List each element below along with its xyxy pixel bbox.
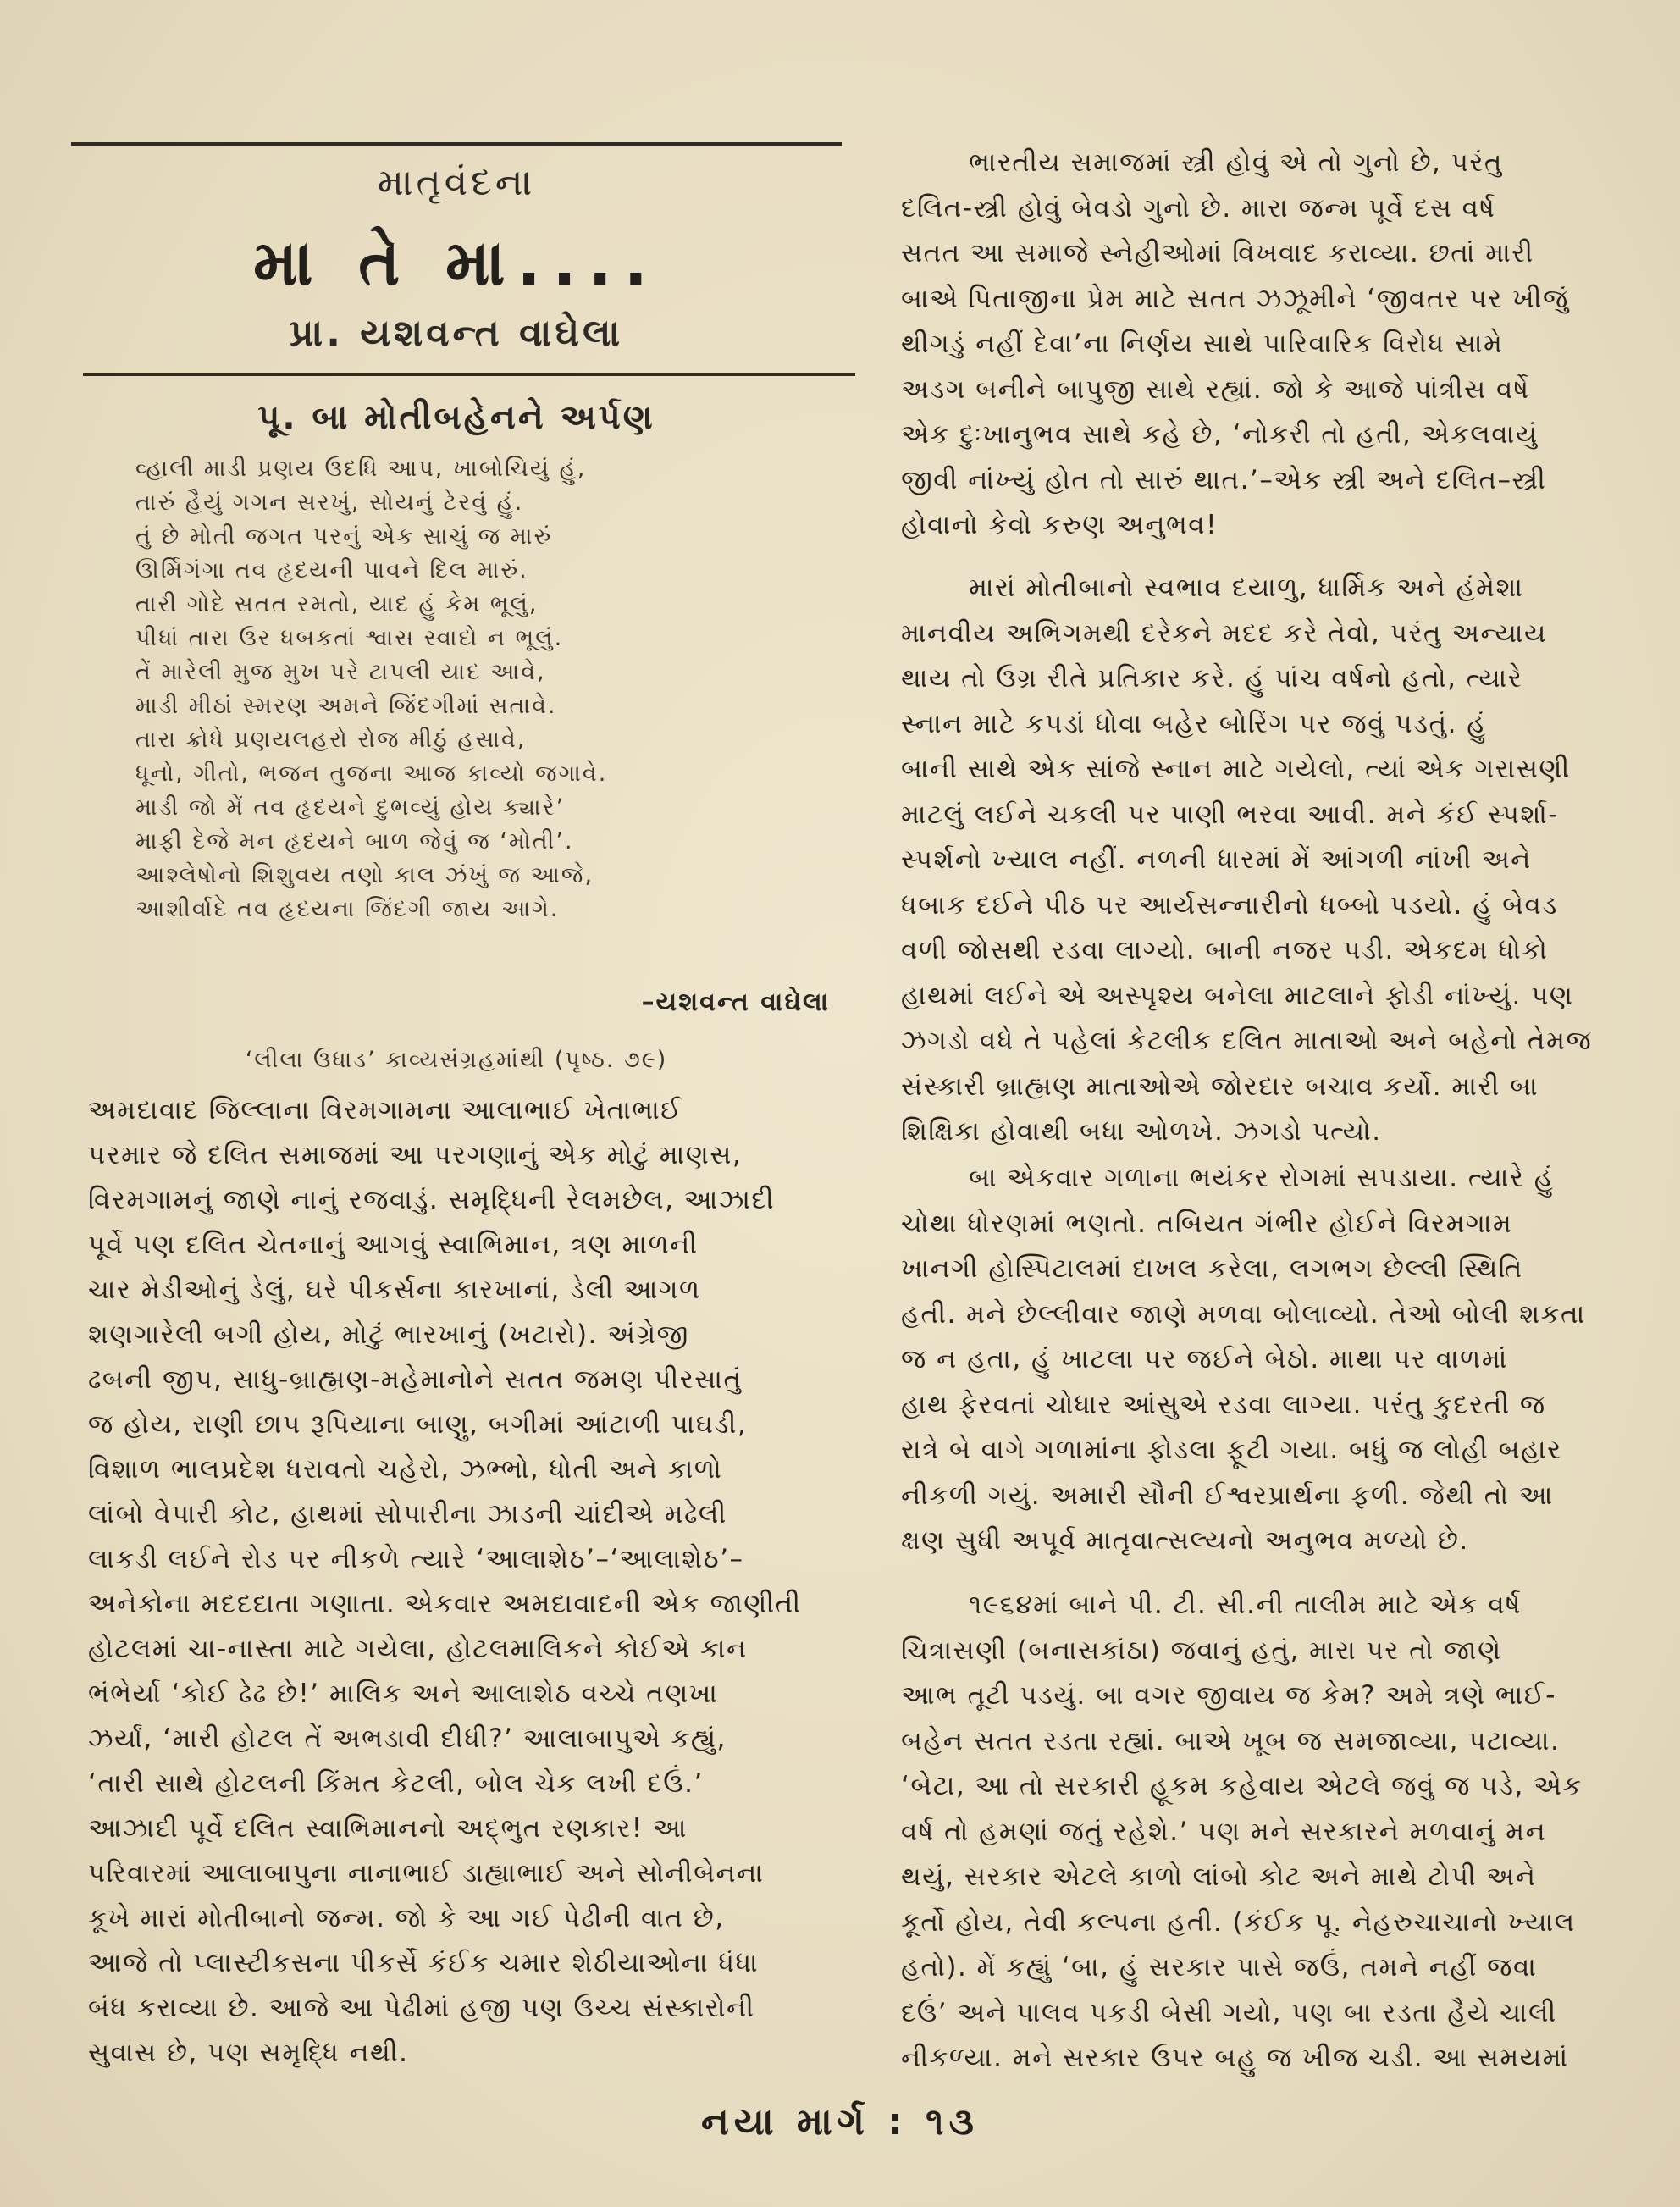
text-line: વિશાળ ભાલપ્રદેશ ધરાવતો ચહેરો, ઝભ્ભો, ધોતી અને કાળો (88, 1454, 723, 1485)
text-line: વળી જોસથી રડવા લાગ્યો. બાની નજર પડી. એકદમ ધોકો (901, 935, 1549, 965)
text-line: જીવી નાંખ્યું હોત તો સારું થાત.’–એક સ્ત્રી અને દલિત–સ્ત્રી (901, 464, 1547, 495)
text-line: બાની સાથે એક સાંજે સ્નાન માટે ગયેલો, ત્યાં એક ગરાસણી (901, 754, 1571, 784)
text-line: હાથ ફેરવતાં ચોધાર આંસુએ રડવા લાગ્યા. પરંતુ કુદરતી જ (901, 1389, 1546, 1420)
text-line: ચોથા ધોરણમાં ભણતો. તબિયત ગંભીર હોઈને વિરમગામ (901, 1208, 1513, 1239)
text-line: પરિવારમાં આલાબાપુના નાનાભાઈ ડાહ્યાભાઈ અને સોનીબેનના (88, 1858, 765, 1889)
poem-title: પૂ. બા મોતીબહેનને અર્પણ (257, 398, 655, 437)
text-line: કૂખે મારાં મોતીબાનો જન્મ. જો કે આ ગઈ પેઢીની વાત છે, (88, 1903, 725, 1933)
poem-line: આશીર્વાદે તવ હૃદયના જિંદગી જાય આગે. (135, 896, 560, 922)
text-line: હોટલમાં ચા-નાસ્તા માટે ગયેલા, હોટલમાલિકને કોઈએ કાન (88, 1634, 748, 1664)
text-line: વર્ષ તો હમણાં જતું રહેશે.’ પણ મને સરકારને મળવાનું મન (901, 1816, 1547, 1847)
text-line: માનવીય અભિગમથી દરેકને મદદ કરે તેવો, પરંતુ અન્યાય (901, 617, 1547, 649)
top-rule (71, 142, 842, 146)
right-paragraph-3 (901, 1156, 1629, 1564)
poem-line: માફી દેજે મન હૃદયને બાળ જેવું જ ‘મોતી’. (135, 828, 574, 855)
text-line: નીકળ્યા. મને સરકાર ઉપર બહુ જ ખીજ ચડી. આ સમયમાં (901, 2043, 1569, 2073)
text-line: અમદાવાદ જિલ્લાના વિરમગામના આલાભાઈ ખેતાભાઈ (88, 1095, 682, 1126)
text-line: વિરમગામનું જાણે નાનું રજવાડું. સમૃદ્ધિની રેલમછેલ, આઝાદી (88, 1185, 776, 1215)
article-author: પ્રા. યશવન્ત વાઘેલા (289, 312, 624, 355)
text-line: થીગડું નહીં દેવા’ના નિર્ણય સાથે પારિવારિક વિરોધ સામે (901, 329, 1504, 359)
text-line: પરમાર જે દલિત સમાજમાં આ પરગણાનું એક મોટું માણસ, (88, 1140, 743, 1170)
text-line: પૂર્વે પણ દલિત ચેતનાનું આગવું સ્વાભિમાન, ત્રણ માળની (88, 1230, 699, 1260)
text-line: લાકડી લઈને રોડ પર નીકળે ત્યારે ‘આલાશેઠ’–‘આલાશેઠ’– (88, 1544, 744, 1574)
text-line: શણગારેલી બગી હોય, મોટું ભારખાનું (ખટારો). અંગ્રેજી (88, 1319, 689, 1350)
text-line: ખાનગી હોસ્પિટાલમાં દાખલ કરેલા, લગભગ છેલ્લી સ્થિતિ (901, 1253, 1523, 1284)
text-line: ૧૯૬૪માં બાને પી. ટી. સી.ની તાલીમ માટે એક વર્ષ (969, 1590, 1522, 1620)
right-paragraph-1 (901, 141, 1629, 549)
text-line: સંસ્કારી બ્રાહ્મણ માતાઓએ જોરદાર બચાવ કર્યો. મારી બા (901, 1070, 1539, 1102)
poem-line: તારી ગોદે સતત રમતો, યાદ હું કેમ ભૂલું, (135, 591, 539, 617)
text-line: આભ તૂટી પડયું. બા વગર જીવાય જ કેમ? અમે ત્રણે ભાઈ- (901, 1680, 1556, 1711)
poem-line: પીધાં તારા ઉર ધબકતાં શ્વાસ સ્વાદો ન ભૂલું. (135, 625, 564, 651)
text-line: ઝર્યાં, ‘મારી હોટલ તેં અભડાવી દીધી?’ આલાબાપુએ કહ્યું, (88, 1723, 727, 1754)
text-line: શિક્ષિકા હોવાથી બધા ઓળખે. ઝગડો પત્યો. (901, 1116, 1382, 1147)
text-line: લાંબો વેપારી કોટ, હાથમાં સોપારીના ઝાડની ચાંદીએ મઢેલી (88, 1499, 727, 1529)
text-line: થાય તો ઉગ્ર રીતે પ્રતિકાર કરે. હું પાંચ વર્ષનો હતો, ત્યારે (901, 663, 1523, 694)
article-title: મા તે મા.... (253, 227, 660, 300)
poem-line: વ્હાલી માડી પ્રણય ઉદધિ આપ, ખાબોચિયું હું, (135, 456, 587, 482)
text-line: ઝગડો વધે તે પહેલાં કેટલીક દલિત માતાઓ અને બહેનો તેમજ (901, 1026, 1593, 1056)
text-line: ક્ષણ સુધી અપૂર્વ માતૃવાત્સલ્યનો અનુભવ મળ્યો છે. (901, 1525, 1469, 1556)
page-footer: નયા માર્ગ : ૧૩ (701, 2100, 979, 2143)
text-line: સતત આ સમાજે સ્નેહીઓમાં વિખવાદ કરાવ્યા. છતાં મારી (901, 238, 1534, 268)
text-line: ધબાક દઈને પીઠ પર આર્યસન્નારીનો ધબ્બો પડયો. હું બેવડ (901, 889, 1558, 921)
poem-line: ધૂનો, ગીતો, ભજન તુજના આજ કાવ્યો જગાવે. (135, 761, 608, 787)
text-line: બંધ કરાવ્યા છે. આજે આ પેઢીમાં હજી પણ ઉચ્ચ સંસ્કારોની (88, 1993, 755, 2023)
text-line: હાથમાં લઈને એ અસ્પૃશ્ય બનેલા માટલાને ફોડી નાંખ્યું. પણ (901, 980, 1574, 1011)
text-line: હોવાનો કેવો કરુણ અનુભવ! (901, 510, 1219, 540)
text-line: ચિત્રાસણી (બનાસકાંઠા) જવાનું હતું, મારા પર તો જાણે (901, 1635, 1502, 1666)
poem-line: તારા ક્રોધે પ્રણયલહરો રોજ મીઠું હસાવે, (135, 727, 527, 753)
text-line: નીકળી ગયું. અમારી સૌની ઈશ્વરપ્રાર્થના ફળી. જેથી તો આ (901, 1480, 1554, 1511)
poem-line: ઊર્મિગંગા તવ હૃદયની પાવને દિલ મારું. (135, 557, 528, 584)
text-line: ચાર મેડીઓનું ડેલું, ઘરે પીકર્સના કારખાનાં, ડેલી આગળ (88, 1275, 701, 1305)
poem-line: તું છે મોતી જગત પરનું એક સાચું જ મારું (135, 523, 553, 550)
text-line: જ હોય, રાણી છાપ રૂપિયાના બાણુ, બગીમાં આંટાળી પાઘડી, (88, 1409, 748, 1440)
poem-body (135, 452, 830, 926)
section-kicker: માતૃવંદના (377, 161, 536, 204)
poem-line: તેં મારેલી મુજ મુખ પરે ટાપલી યાદ આવે, (135, 659, 546, 685)
text-line: અનેકોના મદદદાતા ગણાતા. એકવાર અમદાવાદની એક જાણીતી (88, 1589, 802, 1619)
text-line: આજે તો પ્લાસ્ટીકસના પીકર્સે કંઈક ચમાર શેઠીયાઓના ધંધા (88, 1948, 760, 1978)
text-line: ભારતીય સમાજમાં સ્ત્રી હોવું એ તો ગુનો છે, પરંતુ (969, 147, 1503, 178)
text-line: અડગ બનીને બાપુજી સાથે રહ્યાં. જો કે આજે પાંત્રીસ વર્ષે (901, 373, 1530, 405)
text-line: જ ન હતા, હું ખાટલા પર જઈને બેઠો. માથા પર વાળમાં (901, 1344, 1508, 1375)
poem-line: આશ્લેષોનો શિશુવય તણો કાલ ઝંખું જ આજે, (135, 862, 594, 888)
right-paragraph-2 (901, 566, 1629, 1155)
left-column-body (88, 1088, 838, 2076)
poem-signature: –યશવન્ત વાઘેલા (641, 987, 830, 1017)
text-line: બા એકવાર ગળાના ભયંકર રોગમાં સપડાયા. ત્યારે હું (969, 1163, 1555, 1193)
poem-line: માડી જો મેં તવ હૃદયને દુભવ્યું હોય ક્યારે’ (135, 794, 566, 821)
text-line: ઢબની જીપ, સાધુ-બ્રાહ્મણ-મહેમાનોને સતત જમણ પીરસાતું (88, 1364, 743, 1395)
text-line: થયું, સરકાર એટલે કાળો લાંબો કોટ અને માથે ટોપી અને (901, 1861, 1537, 1892)
text-line: હતી. મને છેલ્લીવાર જાણે મળવા બોલાવ્યો. તેઓ બોલી શકતા (901, 1298, 1586, 1330)
text-line: માટલું લઈને ચકલી પર પાણી ભરવા આવી. મને કંઈ સ્પર્શા- (901, 799, 1559, 830)
text-line: આઝાદી પૂર્વે દલિત સ્વાભિમાનનો અદ્ભુત રણકાર! આ (88, 1813, 688, 1844)
text-line: એક દુઃખાનુભવ સાથે કહે છે, ‘નોકરી તો હતી, એકલવાયું (901, 419, 1539, 450)
text-line: બાએ પિતાજીના પ્રેમ માટે સતત ઝઝૂમીને ‘જીવતર પર ખીજું (901, 283, 1569, 314)
text-line: દઉં’ અને પાલવ પકડી બેસી ગયો, પણ બા રડતા હૈયે ચાલી (901, 1997, 1557, 2028)
text-line: ‘બેટા, આ તો સરકારી હૂકમ કહેવાય એટલે જવું જ પડે, એક (901, 1771, 1583, 1801)
poem-source: ‘લીલા ઉધાડ’ કાવ્યસંગ્રહમાંથી (પૃષ્ઠ. ૭૯) (245, 1047, 668, 1073)
text-line: દલિત-સ્ત્રી હોવું બેવડો ગુનો છે. મારા જન્મ પૂર્વે દસ વર્ષ (901, 192, 1496, 224)
right-paragraph-4 (901, 1583, 1629, 2082)
heading-rule (83, 373, 855, 376)
text-line: બહેન સતત રડતા રહ્યાં. બાએ ખૂબ જ સમજાવ્યા, પટાવ્યા. (901, 1725, 1561, 1756)
text-line: સુવાસ છે, પણ સમૃદ્ધિ નથી. (88, 2038, 409, 2068)
text-line: ‘તારી સાથે હોટલની કિંમત કેટલી, બોલ ચેક લખી દઉં.’ (88, 1768, 704, 1799)
poem-line: તારું હૈયું ગગન સરખું, સોયનું ટેરવું હું. (135, 490, 524, 516)
text-line: હતો). મેં કહ્યું ‘બા, હું સરકાર પાસે જઉં, તમને નહીં જવા (901, 1952, 1538, 1983)
text-line: મારાં મોતીબાનો સ્વભાવ દયાળુ, ધાર્મિક અને હંમેશા (969, 572, 1524, 603)
poem-line: માડી મીઠાં સ્મરણ અમને જિંદગીમાં સતાવે. (135, 693, 557, 719)
text-line: રાત્રે બે વાગે ગળામાંના ફોડલા ફૂટી ગયા. બધું જ લોહી બહાર (901, 1435, 1562, 1465)
text-line: ભંભેર્યા ‘કોઈ ઢેઢ છે!’ માલિક અને આલાશેઠ વચ્ચે તણખા (88, 1679, 719, 1709)
text-line: કૂર્તો હોય, તેવી કલ્પના હતી. (કંઈક પૂ. નેહરુચાચાનો ખ્યાલ (901, 1906, 1576, 1938)
text-line: સ્નાન માટે કપડાં ધોવા બહેર બોરિંગ પર જવું પડતું. હું (901, 708, 1487, 739)
text-line: સ્પર્શનો ખ્યાલ નહીં. નળની ધારમાં મેં આંગળી નાંખી અને (901, 844, 1532, 875)
